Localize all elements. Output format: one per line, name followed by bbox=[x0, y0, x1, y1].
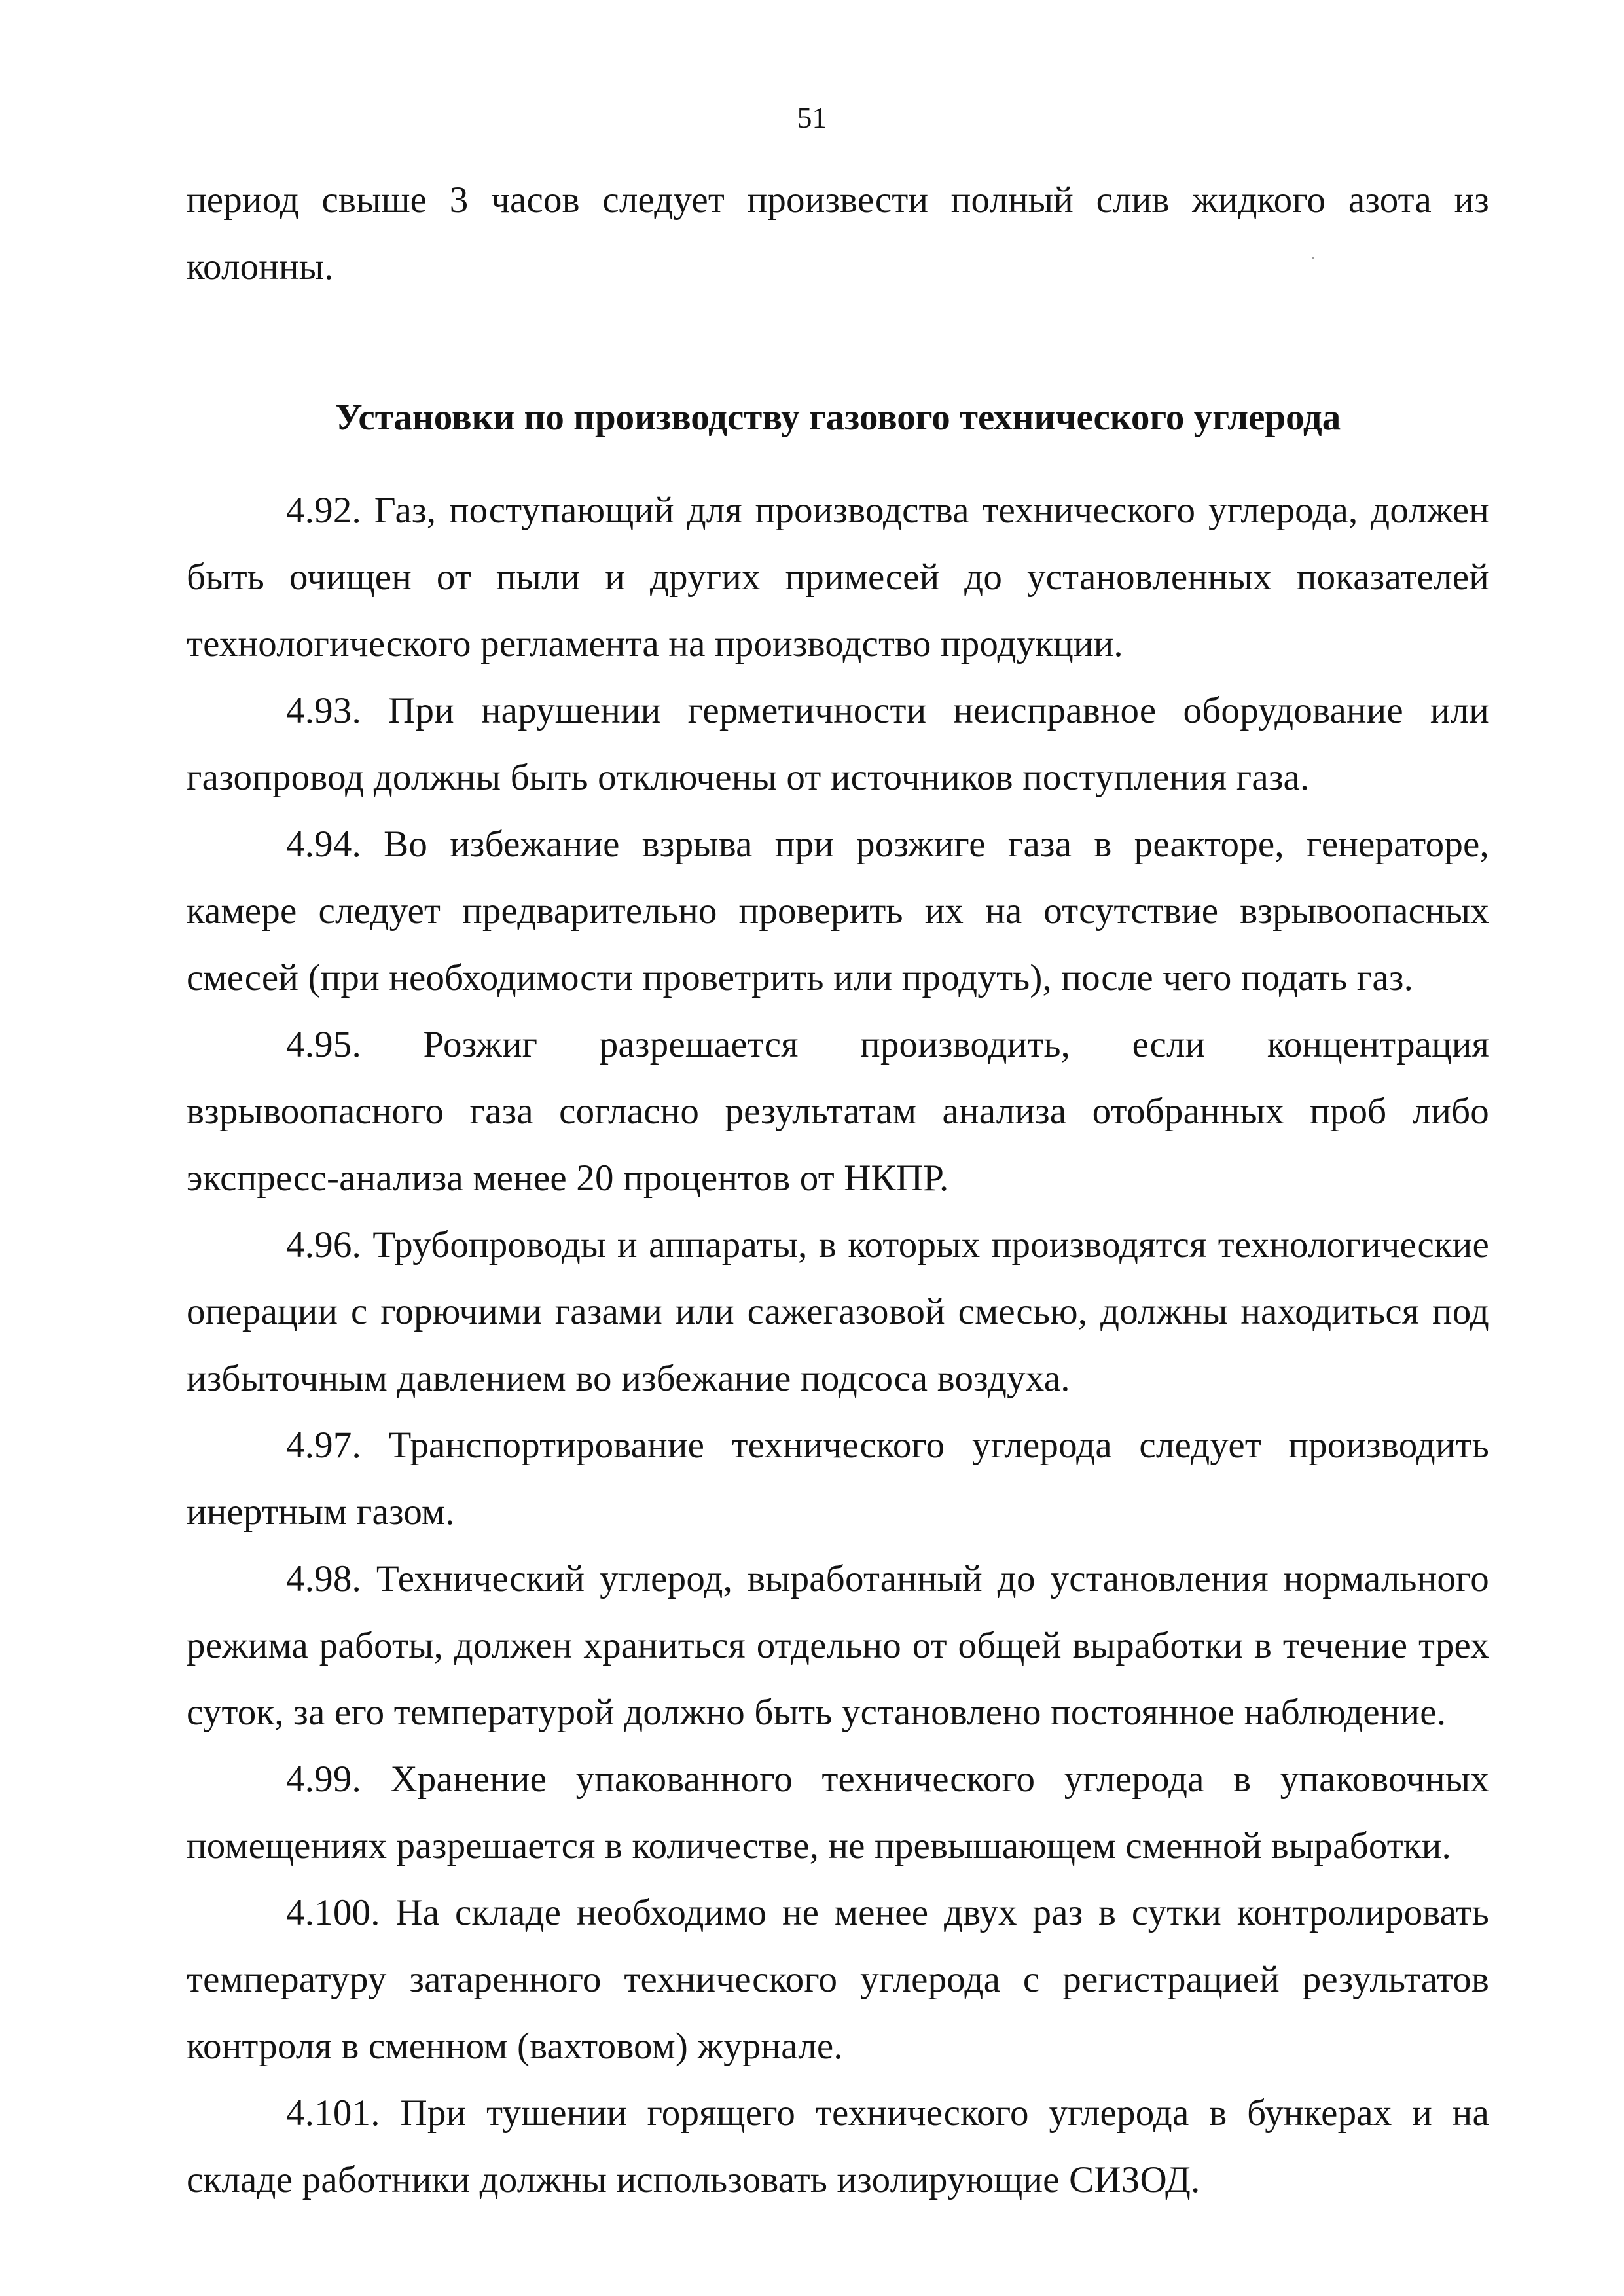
paragraph-4-99: 4.99. Хранение упакованного технического углерода в упаковочных помещениях разрешается в количестве, не превышающем сменной выработки. bbox=[187, 1758, 1489, 1867]
paragraph-4-97: 4.97. Транспортирование технического углерода следует производить инертным газом. bbox=[187, 1425, 1489, 1533]
paragraph-4-101: 4.101. При тушении горящего технического углерода в бункерах и на складе работники должны использовать изолирующие СИЗОД. bbox=[187, 2092, 1489, 2200]
page-number: 51 bbox=[797, 101, 827, 134]
paragraph-4-98: 4.98. Технический углерод, выработанный до установления нормального режима работы, должен храниться отдельно от общей выработки в течение трех суток, за его температурой должно быть установлено постоянное наблюдение. bbox=[187, 1558, 1489, 1733]
section-heading: Установки по производству газового технического углерода bbox=[334, 397, 1341, 438]
page-body bbox=[187, 167, 1489, 2214]
paragraph-4-93: 4.93. При нарушении герметичности неисправное оборудование или газопровод должны быть отключены от источников поступления газа. bbox=[187, 690, 1489, 798]
paragraph-4-96: 4.96. Трубопроводы и аппараты, в которых производятся технологические операции с горючими газами или сажегазовой смесью, должны находиться под избыточным давлением во избежание подсоса воздуха. bbox=[187, 1224, 1489, 1399]
paragraph-4-92: 4.92. Газ, поступающий для производства технического углерода, должен быть очищен от пыли и других примесей до установленных показателей технологического регламента на производство продукции. bbox=[187, 490, 1489, 665]
intro-paragraph: период свыше 3 часов следует произвести полный слив жидкого азота из колонны. bbox=[187, 179, 1489, 287]
paragraph-4-95: 4.95. Розжиг разрешается производить, если концентрация взрывоопасного газа согласно результатам анализа отобранных проб либо экспресс-анализа менее 20 процентов от НКПР. bbox=[187, 1024, 1489, 1199]
paragraph-4-100: 4.100. На складе необходимо не менее двух раз в сутки контролировать температуру затаренного технического углерода с регистрацией результатов контроля в сменном (вахтовом) журнале. bbox=[187, 1892, 1489, 2067]
paragraph-4-94: 4.94. Во избежание взрыва при розжиге газа в реакторе, генераторе, камере следует предварительно проверить их на отсутствие взрывоопасных смесей (при необходимости проветрить или продуть), после чего подать газ. bbox=[187, 824, 1489, 998]
